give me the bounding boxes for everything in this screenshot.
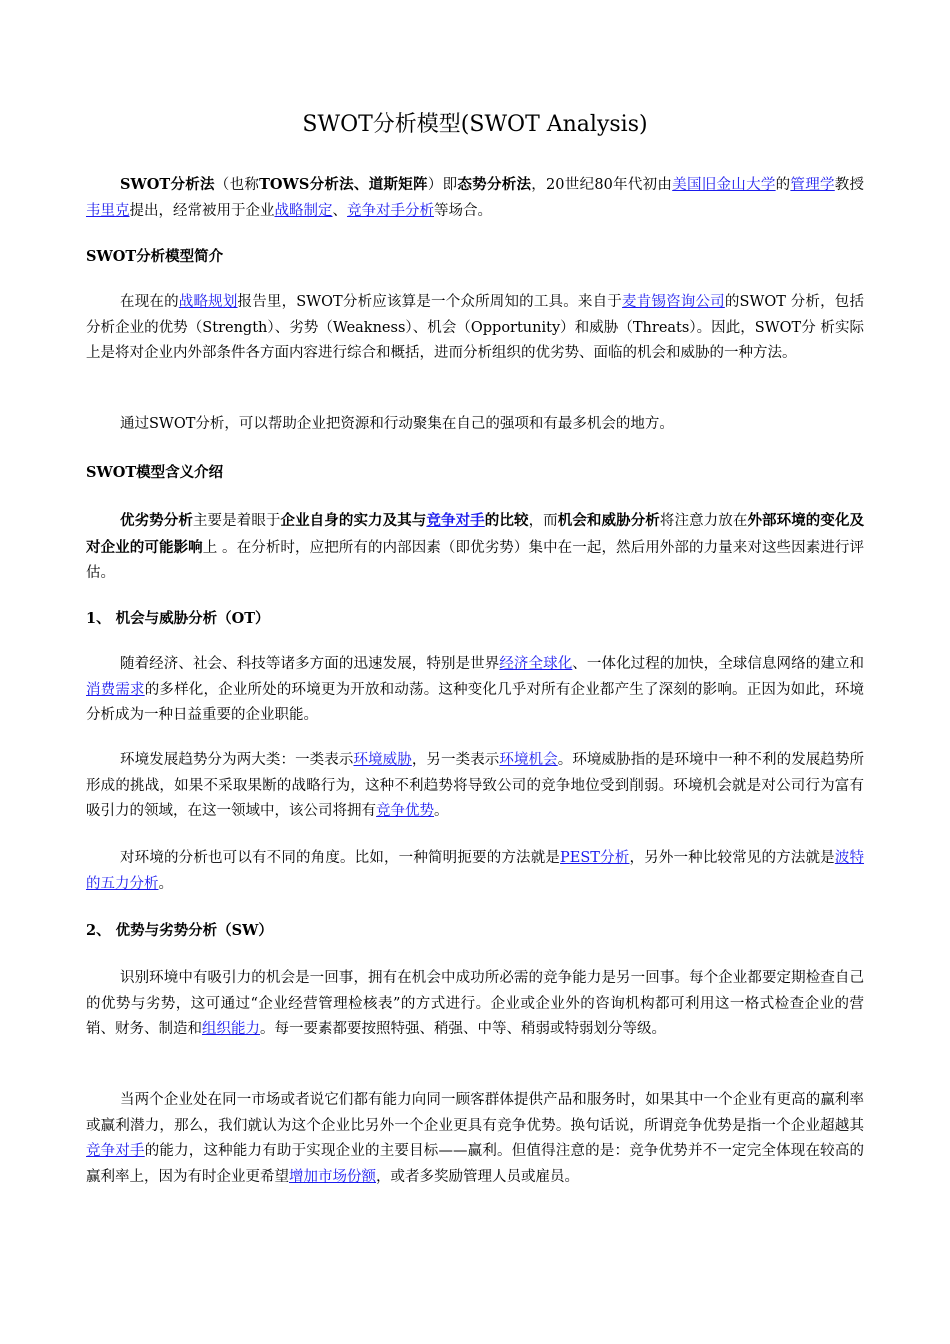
text-run: 。 <box>434 803 449 819</box>
text-run: 的能力，这种能力有助于实现企业的主要目标——赢利。但值得注意的是：竞争优势并不一定完全体现在较高的赢利率上，因为有时企业更希望 <box>86 1143 865 1185</box>
link-competitive-advantage[interactable]: 竞争优势 <box>376 803 434 819</box>
bold-term: TOWS分析法、道斯矩阵 <box>259 176 428 193</box>
bold-term: 机会和威胁分析 <box>557 512 660 529</box>
link-organizational-capability[interactable]: 组织能力 <box>202 1021 260 1037</box>
text-run: ，20世纪80年代初由 <box>531 177 673 193</box>
link-pest-analysis[interactable]: PEST分析 <box>560 850 630 866</box>
page-title: SWOT分析模型(SWOT Analysis) <box>302 112 648 137</box>
text-run: 环境发展趋势分为两大类：一类表示 <box>120 752 354 768</box>
text-run: 、 <box>332 202 347 219</box>
link-environment-opportunity[interactable]: 环境机会 <box>499 752 558 768</box>
link-strategic-planning[interactable]: 战略规划 <box>178 294 238 310</box>
link-mckinsey[interactable]: 麦肯锡咨询公司 <box>622 294 725 310</box>
link-market-share[interactable]: 增加市场份额 <box>289 1168 376 1185</box>
link-competitor-analysis[interactable]: 竞争对手分析 <box>347 202 434 219</box>
paragraph-meaning <box>86 508 864 587</box>
paragraph-strengths <box>86 966 864 1043</box>
text-run: 。 <box>158 875 173 892</box>
section-heading-ot: 1、 机会与威胁分析（OT） <box>86 610 270 627</box>
text-run: 提出，经常被用于企业 <box>129 202 275 219</box>
paragraph-environment <box>86 652 864 729</box>
text-run: 教授 <box>834 177 865 193</box>
text-run: 随着经济、社会、科技等诸多方面的迅速发展，特别是世界 <box>120 656 500 672</box>
text-run: 主要是着眼于 <box>192 513 281 529</box>
text-run: 将注意力放在 <box>659 513 748 529</box>
paragraph-competitive-advantage <box>86 1088 864 1190</box>
text-run: 等场合。 <box>434 202 492 219</box>
text-run: （也称 <box>214 177 260 193</box>
text-run: ，另外一种比较常见的方法就是 <box>629 850 835 866</box>
bold-term: SWOT分析法 <box>120 176 215 193</box>
bold-term: 的比较 <box>484 512 529 529</box>
text-run: 对环境的分析也可以有不同的角度。比如，一种简明扼要的方法就是 <box>120 850 561 866</box>
text-run: 报告里，SWOT分析应该算是一个众所周知的工具。来自于 <box>237 294 622 310</box>
text-run: 的多样化，企业所处的环境更为开放和动荡。这种变化几乎对所有企业都产生了深刻的影响。正因为如此，环境分析成为一种日益重要的企业职能。 <box>86 681 864 723</box>
paragraph-analysis-methods <box>86 846 864 897</box>
text-run: 在现在的 <box>120 294 179 310</box>
paragraph-swot-tool <box>86 290 864 367</box>
bold-term: 外部环境的变化及对企业的可能影响 <box>86 512 865 556</box>
text-run: ，而 <box>528 513 558 529</box>
text-run: 识别环境中有吸引力的机会是一回事，拥有在机会中成功所必需的竞争能力是另一回事。每个企业都要定期检查自己的优势与劣势，这可通过“企业经营管理检核表”的方式进行。企业或企业外的咨询机构都可利用这一格式检查企业的营销、财务、制造和 <box>86 970 864 1037</box>
text-run: 上 。在分析时，应把所有的内部因素（即优劣势）集中在一起，然后用外部的力量来对这些因素进行评估。 <box>86 539 865 581</box>
link-competitor[interactable]: 竞争对手 <box>86 1143 145 1159</box>
text-run: ）即 <box>427 177 458 193</box>
link-globalization[interactable]: 经济全球化 <box>499 656 573 672</box>
text-run: 。每一要素都要按照特强、稍强、中等、稍弱或特弱划分等级。 <box>260 1021 666 1037</box>
text-run: ，另一类表示 <box>411 752 500 768</box>
link-weihrich[interactable]: 韦里克 <box>86 202 130 219</box>
bold-term: 态势分析法 <box>457 176 532 193</box>
section-heading-intro: SWOT分析模型简介 <box>86 248 224 265</box>
link-strategy-making[interactable]: 战略制定 <box>274 202 333 219</box>
section-heading-sw: 2、 优势与劣势分析（SW） <box>86 922 273 939</box>
link-management[interactable]: 管理学 <box>790 177 835 193</box>
paragraph-swot-benefit: 通过SWOT分析，可以帮助企业把资源和行动聚集在自己的强项和有最多机会的地方。 <box>120 416 674 432</box>
section-heading-meaning: SWOT模型含义介绍 <box>86 464 224 481</box>
bold-term: 优劣势分析 <box>120 512 193 529</box>
text-run: 、一体化过程的加快，全球信息网络的建立和 <box>572 656 865 672</box>
text-run: 当两个企业处在同一市场或者说它们都有能力向同一顾客群体提供产品和服务时，如果其中一个企业有更高的赢利率或赢利潜力，那么，我们就认为这个企业比另外一个企业更具有竞争优势。换句话说，所谓竞争优势是指一个企业超越其 <box>86 1092 864 1134</box>
text-run: 的SWOT 分析，包括分析企业的优势（Strength）、劣势（Weakness）、机会（Opportunity）和威胁（Threats）。因此，SWOT分 析实际上是将对企业内外部条件各方面内容进行综合和概括，进而分析组织的优劣势、面临的机会和威胁的一种方法。 <box>86 294 864 361</box>
link-competitor[interactable]: 竞争对手 <box>426 512 485 529</box>
intro-paragraph <box>86 172 864 224</box>
paragraph-trends <box>86 748 864 825</box>
text-run: 的 <box>775 177 791 193</box>
link-university[interactable]: 美国旧金山大学 <box>672 177 776 193</box>
text-run: ，或者多奖励管理人员或雇员。 <box>376 1168 579 1185</box>
link-environment-threat[interactable]: 环境威胁 <box>353 752 412 768</box>
link-porter-five-forces[interactable]: 波特的五力分析 <box>86 850 865 892</box>
text-run: 。环境威胁指的是环境中一种不利的发展趋势所形成的挑战，如果不采取果断的战略行为，这种不利趋势将导致公司的竞争地位受到削弱。环境机会就是对公司行为富有吸引力的领域，在这一领域中，该公司将拥有 <box>86 752 865 819</box>
bold-term: 企业自身的实力及其与 <box>280 512 427 529</box>
link-consumer-demand[interactable]: 消费需求 <box>86 681 145 698</box>
